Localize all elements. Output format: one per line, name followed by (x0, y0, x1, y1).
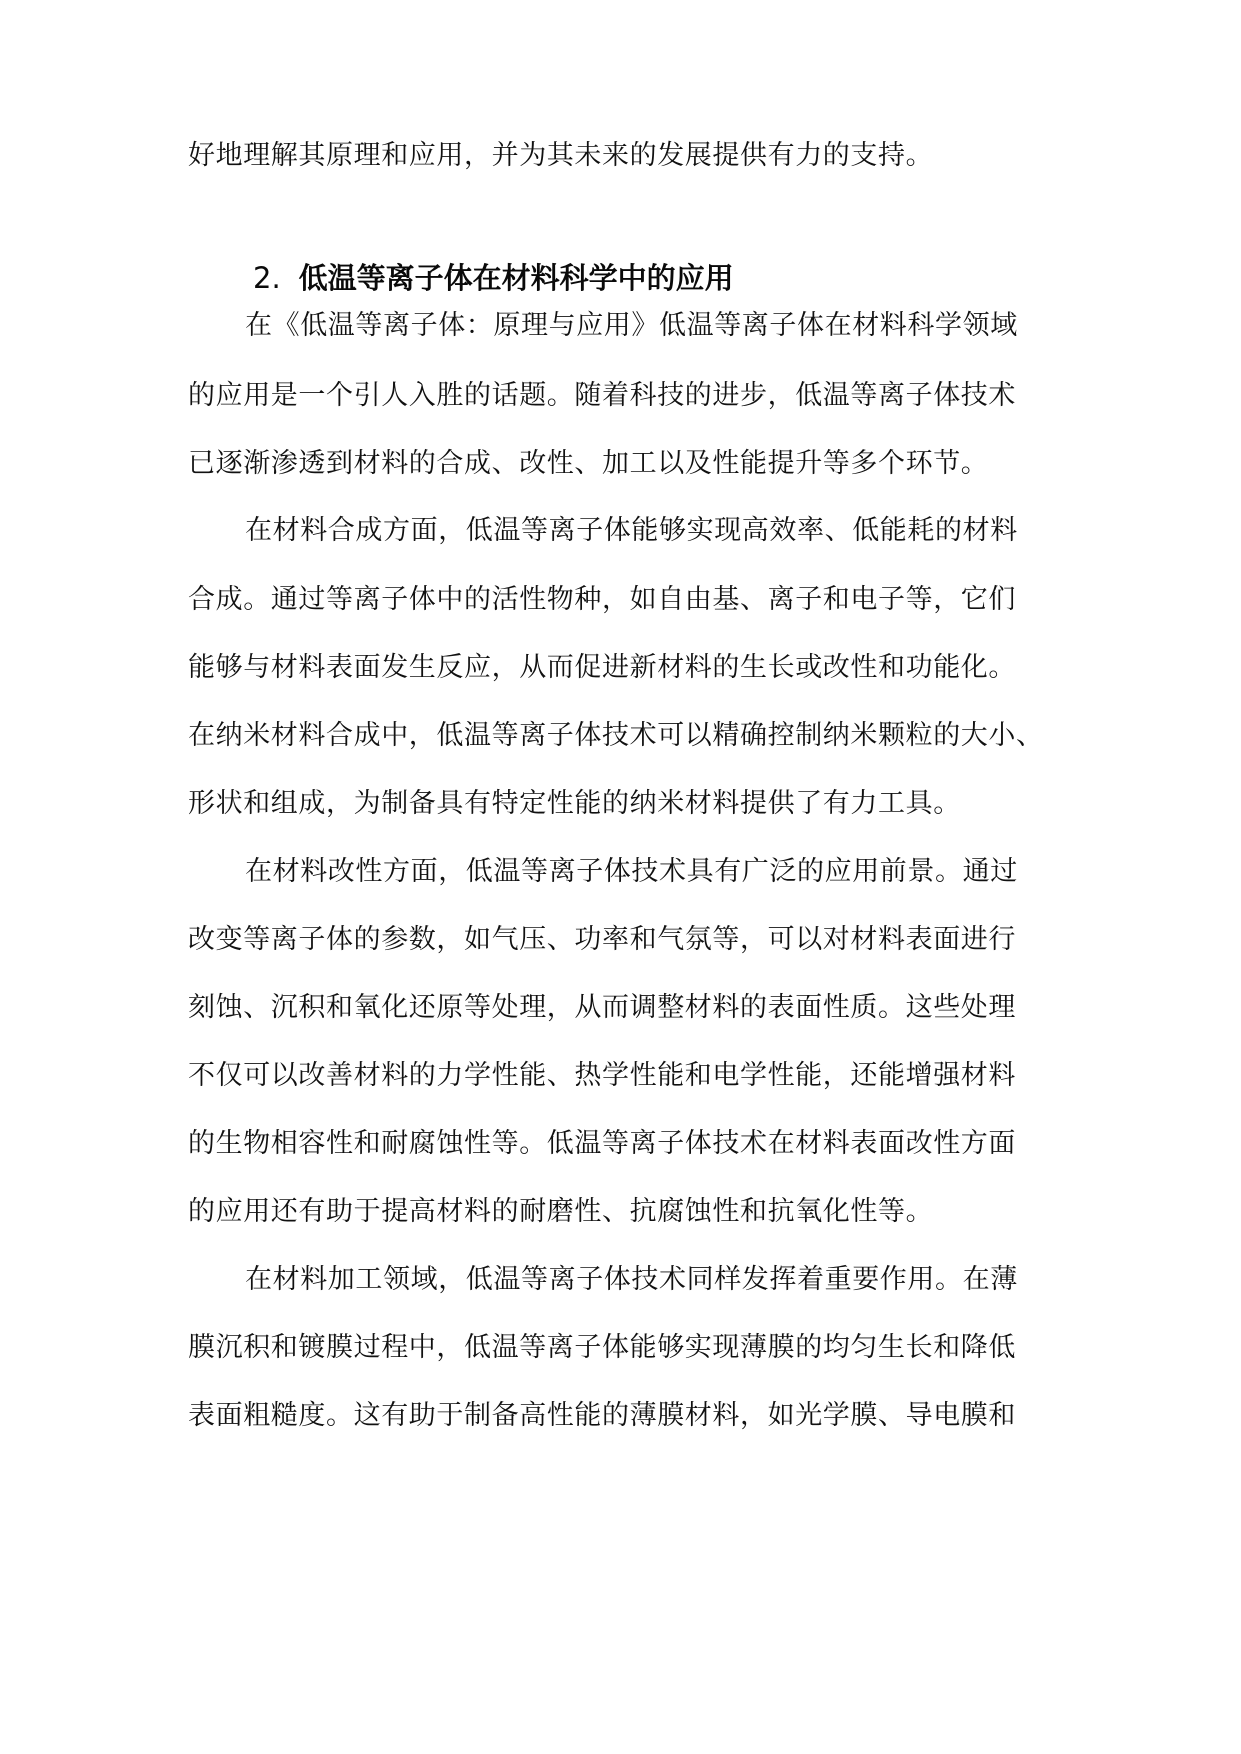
paragraph-line: 在材料加工领域，低温等离子体技术同样发挥着重要作用。在薄 (245, 1264, 1018, 1295)
paragraph-line: 在材料合成方面，低温等离子体能够实现高效率、低能耗的材料 (245, 515, 1018, 546)
paragraph-line: 的应用还有助于提高材料的耐磨性、抗腐蚀性和抗氧化性等。 (188, 1196, 934, 1227)
section-number: 2. (253, 261, 281, 295)
paragraph-line: 在纳米材料合成中，低温等离子体技术可以精确控制纳米颗粒的大小、 (188, 720, 1044, 751)
paragraph-line: 在材料改性方面，低温等离子体技术具有广泛的应用前景。通过 (245, 856, 1018, 887)
paragraph-line: 不仅可以改善材料的力学性能、热学性能和电学性能，还能增强材料 (188, 1060, 1016, 1091)
paragraph-line: 的生物相容性和耐腐蚀性等。低温等离子体技术在材料表面改性方面 (188, 1128, 1016, 1159)
paragraph-line: 形状和组成，为制备具有特定性能的纳米材料提供了有力工具。 (188, 788, 961, 819)
paragraph-line: 的应用是一个引人入胜的话题。随着科技的进步，低温等离子体技术 (188, 380, 1016, 411)
paragraph-line: 在《低温等离子体：原理与应用》低温等离子体在材料科学领域 (245, 310, 1018, 341)
paragraph-line: 膜沉积和镀膜过程中，低温等离子体能够实现薄膜的均匀生长和降低 (188, 1332, 1016, 1363)
section-title: 低温等离子体在材料科学中的应用 (298, 261, 734, 295)
paragraph-line: 好地理解其原理和应用，并为其未来的发展提供有力的支持。 (188, 140, 934, 171)
paragraph-line: 改变等离子体的参数，如气压、功率和气氛等，可以对材料表面进行 (188, 924, 1016, 955)
paragraph-line: 已逐渐渗透到材料的合成、改性、加工以及性能提升等多个环节。 (188, 448, 989, 479)
paragraph-line: 表面粗糙度。这有助于制备高性能的薄膜材料，如光学膜、导电膜和 (188, 1400, 1016, 1431)
paragraph-line: 能够与材料表面发生反应，从而促进新材料的生长或改性和功能化。 (188, 652, 1016, 683)
paragraph-line: 合成。通过等离子体中的活性物种，如自由基、离子和电子等，它们 (188, 584, 1016, 615)
section-heading (253, 258, 734, 298)
paragraph-line: 刻蚀、沉积和氧化还原等处理，从而调整材料的表面性质。这些处理 (188, 992, 1016, 1023)
